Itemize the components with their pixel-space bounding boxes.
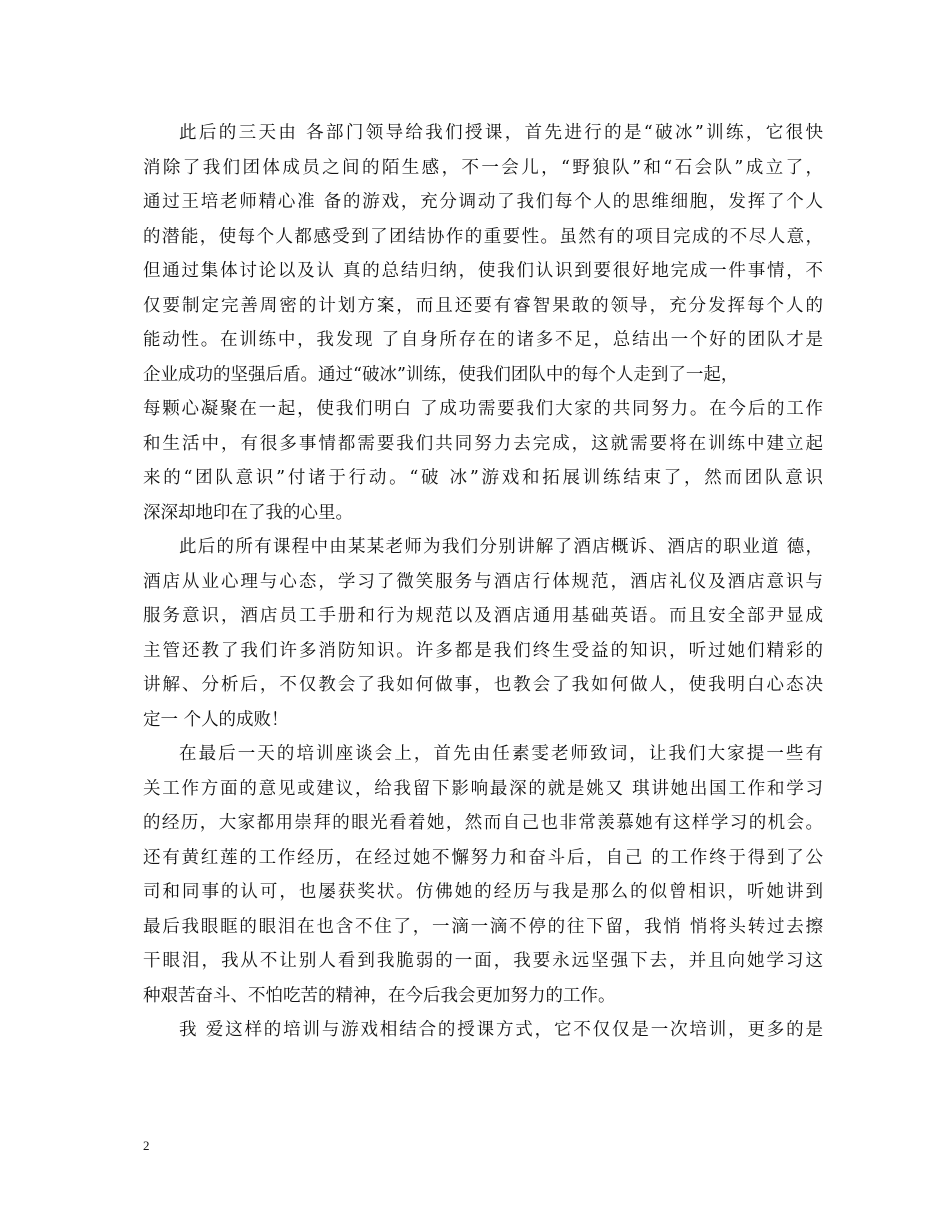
paragraph-2-line-1: 此后的所有课程中由某某老师为我们分别讲解了酒店概诉、酒店的职业道 德， (179, 537, 823, 557)
paragraph-1-line-4: 的潜能，使每个人都感受到了团结协作的重要性。虽然有的项目完成的不尽人意， (143, 226, 823, 247)
body-text (143, 116, 823, 1048)
paragraph-1-line-10: 和生活中，有很多事情都需要我们共同努力去完成，这就需要将在训练中建立起 (143, 433, 823, 454)
paragraph-1-line-1: 此后的三天由 各部门领导给我们授课，首先进行的是“破冰”训练，它很快 (179, 123, 823, 143)
paragraph-1-line-2: 消除了我们团体成员之间的陌生感，不一会儿，“野狼队”和“石会队”成立了， (143, 157, 823, 178)
paragraph-3-line-8: 种艰苦奋斗、不怕吃苦的精神，在今后我会更加努力的工作。 (143, 985, 616, 1006)
paragraph-3-line-3: 的经历，大家都用崇拜的眼光看着她，然而自己也非常羡慕她有这样学习的机会。 (143, 813, 823, 833)
paragraph-3-line-7: 干眼泪，我从不让别人看到我脆弱的一面，我要永远坚强下去，并且向她学习这 (143, 951, 823, 971)
paragraph-2-line-2: 酒店从业心理与心态，学习了微笑服务与酒店行体规范，酒店礼仪及酒店意识与 (143, 571, 823, 592)
paragraph-2-line-3: 服务意识，酒店员工手册和行为规范以及酒店通用基础英语。而且安全部尹显成 (143, 606, 823, 626)
paragraph-1-line-8: 企业成功的坚强后盾。通过“破冰”训练，使我们团队中的每个人走到了一起， (143, 364, 739, 385)
paragraph-1-line-12: 深深却地印在了我的心里。 (143, 502, 353, 523)
paragraph-1-line-5: 但通过集体讨论以及认 真的总结归纳，使我们认识到要很好地完成一件事情，不 (143, 261, 823, 281)
paragraph-3-line-6: 最后我眼眶的眼泪在也含不住了，一滴一滴不停的往下留，我悄 悄将头转过去擦 (143, 916, 823, 937)
paragraph-3-line-4: 还有黄红莲的工作经历，在经过她不懈努力和奋斗后，自己 的工作终于得到了公 (143, 847, 823, 868)
paragraph-1-line-9: 每颗心凝聚在一起，使我们明白 了成功需要我们大家的共同努力。在今后的工作 (143, 399, 823, 419)
paragraph-3-line-5: 司和同事的认可，也屡获奖状。仿佛她的经历与我是那么的似曾相识，听她讲到 (143, 882, 823, 902)
paragraph-2-line-4: 主管还教了我们许多消防知识。许多都是我们终生受益的知识，听过她们精彩的 (143, 640, 823, 661)
paragraph-1-line-6: 仅要制定完善周密的计划方案，而且还要有睿智果敢的领导，充分发挥每个人的 (143, 295, 823, 316)
paragraph-1-line-11: 来的“团队意识”付诸于行动。“破 冰”游戏和拓展训练结束了，然而团队意识 (143, 468, 823, 488)
page-number: 2 (143, 1138, 150, 1153)
paragraph-3-line-1: 在最后一天的培训座谈会上，首先由任素雯老师致词，让我们大家提一些有 (179, 744, 823, 764)
paragraph-1-line-7: 能动性。在训练中，我发现 了自身所存在的诸多不足，总结出一个好的团队才是 (143, 330, 823, 350)
paragraph-3-line-2: 关工作方面的意见或建议，给我留下影响最深的就是姚又 琪讲她出国工作和学习 (143, 778, 823, 799)
paragraph-4-line-1: 我 爱这样的培训与游戏相结合的授课方式，它不仅仅是一次培训，更多的是 (179, 1020, 823, 1040)
paragraph-2-line-5: 讲解、分析后，不仅教会了我如何做事，也教会了我如何做人，使我明白心态决 (143, 675, 823, 695)
paragraph-2-line-6: 定一 个人的成败！ (143, 709, 289, 730)
paragraph-1-line-3: 通过王培老师精心准 备的游戏，充分调动了我们每个人的思维细胞，发挥了个人 (143, 192, 823, 212)
